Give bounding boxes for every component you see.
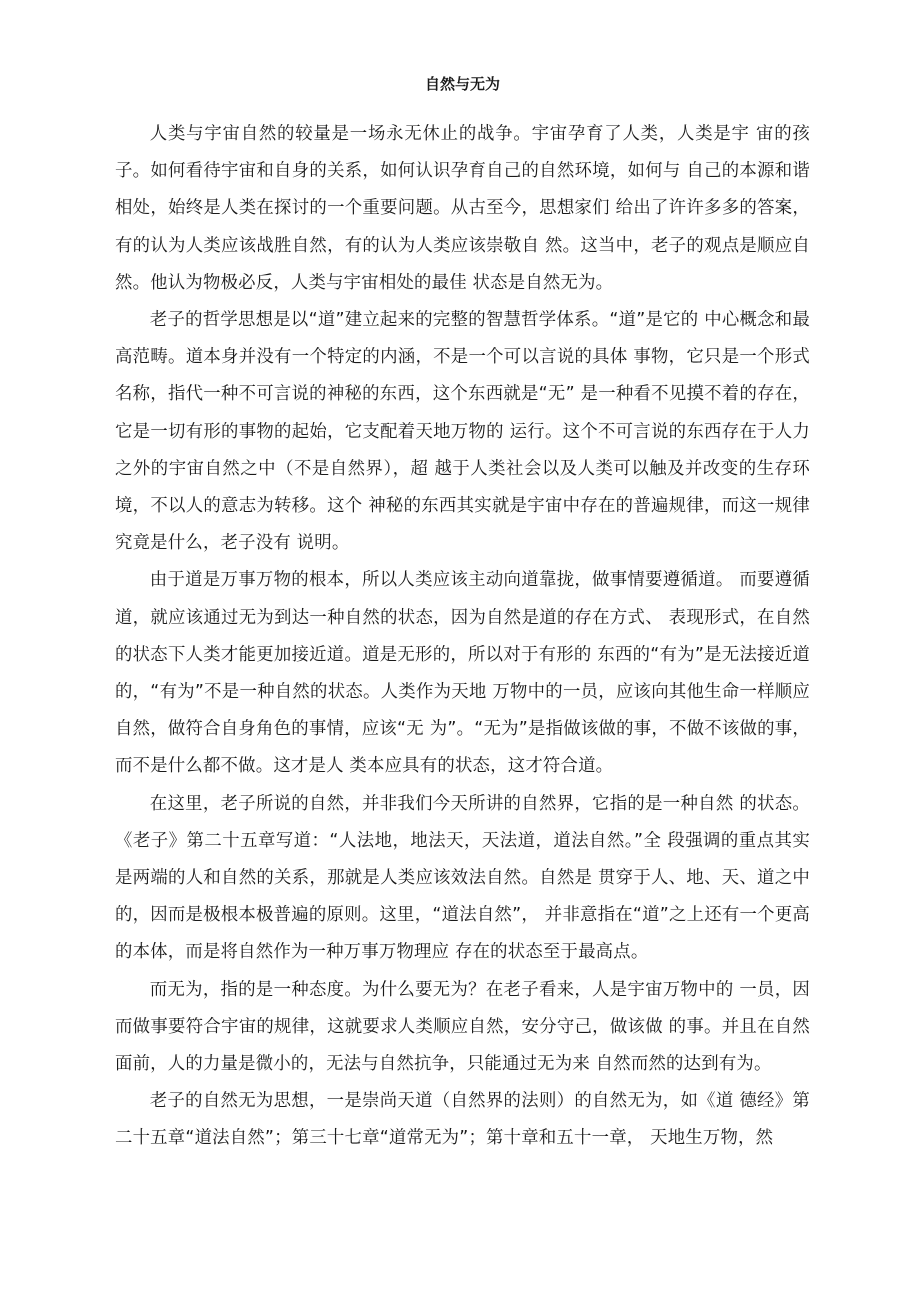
paragraph-1: 人类与宇宙自然的较量是一场永无休止的战争。宇宙孕育了人类，人类是宇 宙的孩子。如何看待宇宙和自身的关系，如何认识孕育自己的自然环境，如何与 自己的本源和谐相处，始终是人类在探讨的一个重要问题。从古至今，思想家们 给出了许许多多的答案，有的认为人类应该战胜自然，有的认为人类应该崇敬自 然。这当中，老子的观点是顺应自然。他认为物极必反，人类与宇宙相处的最佳 状态是自然无为。 — [115, 124, 810, 293]
document-body — [115, 116, 810, 1158]
paragraph-3: 由于道是万事万物的根本，所以人类应该主动向道靠拢，做事情要遵循道。 而要遵循道，就应该通过无为到达一种自然的状态，因为自然是道的存在方式、 表现形式，在自然的状态下人类才能更加接近道。道是无形的，所以对于有形的 东西的“有为”是无法接近道的，“有为”不是一种自然的状态。人类作为天地 万物中的一员，应该向其他生命一样顺应自然，做符合自身角色的事情，应该“无 为”。“无为”是指做该做的事，不做不该做的事，而不是什么都不做。这才是人 类本应具有的状态，这才符合道。 — [115, 570, 810, 777]
paragraph-4: 在这里，老子所说的自然，并非我们今天所讲的自然界，它指的是一种自然 的状态。《老子》第二十五章写道：“人法地，地法天，天法道，道法自然。”全 段强调的重点其实是两端的人和自然的关系，那就是人类应该效法自然。自然是 贯穿于人、地、天、道之中的，因而是极根本极普遍的原则。这里，“道法自然”， 并非意指在“道”之上还有一个更高的本体，而是将自然作为一种万事万物理应 存在的状态至于最高点。 — [115, 793, 810, 963]
paragraph-2: 老子的哲学思想是以“道”建立起来的完整的智慧哲学体系。“道”是它的 中心概念和最高范畴。道本身并没有一个特定的内涵，不是一个可以言说的具体 事物，它只是一个形式名称，指代一种不可言说的神秘的东西，这个东西就是“无” 是一种看不见摸不着的存在，它是一切有形的事物的起始，它支配着天地万物的 运行。这个不可言说的东西存在于人力之外的宇宙自然之中（不是自然界），超 越于人类社会以及人类可以触及并改变的生存环境，不以人的意志为转移。这个 神秘的东西其实就是宇宙中存在的普遍规律，而这一规律究竟是什么，老子没有 说明。 — [115, 310, 810, 554]
paragraph-5: 而无为，指的是一种态度。为什么要无为？在老子看来，人是宇宙万物中的 一员，因而做事要符合宇宙的规律，这就要求人类顺应自然，安分守己，做该做 的事。并且在自然面前，人的力量是微小的，无法与自然抗争，只能通过无为来 自然而然的达到有为。 — [115, 979, 810, 1075]
paragraph-6: 老子的自然无为思想，一是崇尚天道（自然界的法则）的自然无为，如《道 德经》第二十五章“道法自然”；第三十七章“道常无为”；第十章和五十一章， 天地生万物，然 — [115, 1091, 810, 1149]
document-title: 自然与无为 — [424, 75, 500, 93]
